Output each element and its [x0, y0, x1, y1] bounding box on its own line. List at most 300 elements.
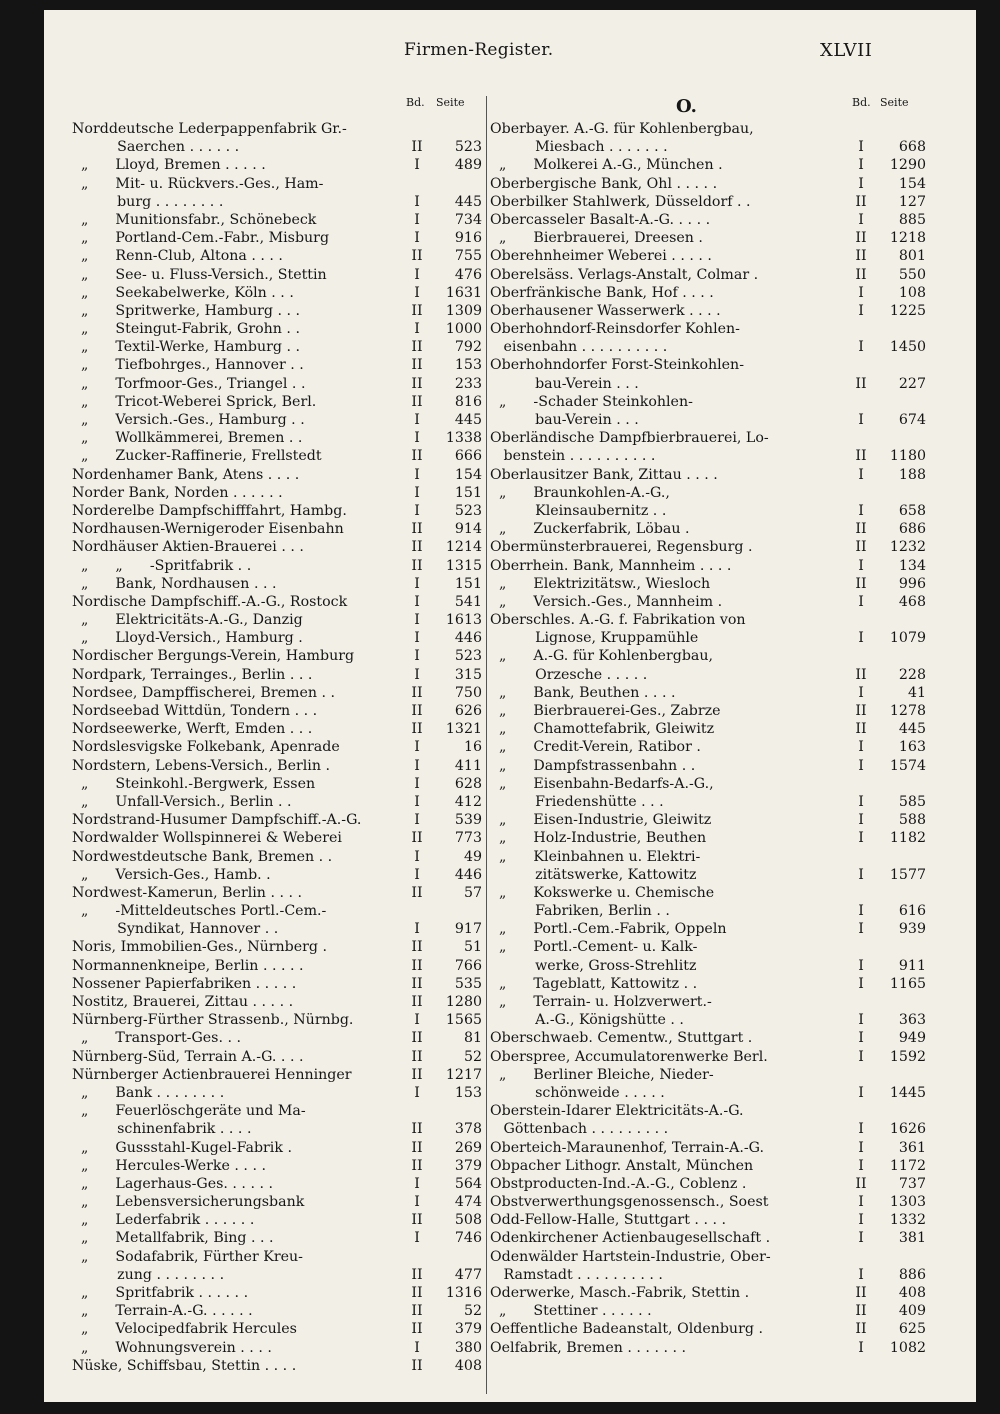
entry-page: 1332 — [889, 1212, 926, 1229]
entry-name: Nordhausen-Wernigeroder Eisenbahn — [72, 521, 344, 538]
register-entry — [490, 393, 934, 411]
register-entry — [72, 1029, 490, 1047]
register-entry — [72, 266, 490, 284]
entry-band: I — [858, 812, 864, 829]
entry-band: I — [414, 739, 420, 756]
entry-page: 233 — [454, 375, 482, 392]
register-entry — [72, 993, 490, 1011]
entry-name: Oberteich-Maraunenhof, Terrain-A.-G. — [490, 1139, 765, 1156]
register-entry — [72, 1011, 490, 1029]
entry-name: Nüske, Schiffsbau, Stettin . . . . — [72, 1357, 297, 1374]
entry-page: 564 — [454, 1175, 482, 1192]
register-entry — [72, 938, 490, 956]
entry-band: I — [414, 193, 420, 210]
entry-band: I — [858, 1084, 864, 1101]
entry-page: 408 — [898, 1285, 926, 1301]
entry-name: Oberschles. A.-G. f. Fabrikation von — [490, 612, 746, 629]
entry-page: 468 — [898, 593, 926, 610]
entry-name: „ Braunkohlen-A.-G., — [490, 484, 670, 501]
entry-name: Oberehnheimer Weberei . . . . . — [490, 248, 712, 265]
entry-page: 151 — [454, 575, 482, 592]
entry-name: „ Molkerei A.-G., München . — [490, 157, 723, 174]
entry-name: „ Metallfabrik, Bing . . . — [72, 1230, 274, 1247]
entry-name: eisenbahn . . . . . . . . . . — [490, 339, 668, 356]
entry-name: Odd-Fellow-Halle, Stuttgart . . . . — [490, 1212, 726, 1229]
register-entry — [72, 120, 490, 138]
register-entry — [490, 884, 934, 902]
entry-name: „ Torfmoor-Ges., Triangel . . — [72, 375, 306, 392]
register-entry — [490, 229, 934, 247]
register-entry — [490, 375, 934, 393]
register-entry — [72, 702, 490, 720]
register-entry — [72, 1284, 490, 1302]
entry-band: I — [858, 630, 864, 647]
entry-page: 163 — [898, 739, 926, 756]
register-entry — [490, 666, 934, 684]
entry-name: Nordstrand-Husumer Dampfschiff.-A.-G. — [72, 812, 362, 829]
register-entry — [490, 811, 934, 829]
entry-page: 816 — [454, 393, 482, 410]
register-entry — [72, 884, 490, 902]
register-entry — [490, 1084, 934, 1102]
entry-page: 474 — [454, 1194, 482, 1211]
register-entry — [490, 866, 934, 884]
entry-name: Oelfabrik, Bremen . . . . . . . — [490, 1339, 687, 1356]
entry-name: Oberschwaeb. Cementw., Stuttgart . — [490, 1030, 753, 1047]
entry-page: 750 — [454, 684, 482, 701]
entry-page: 1631 — [445, 284, 482, 301]
entry-page: 792 — [454, 339, 482, 356]
register-entry — [490, 1066, 934, 1084]
entry-name: „ Berliner Bleiche, Nieder- — [490, 1066, 714, 1083]
entry-band: II — [411, 957, 423, 974]
entry-name: „ Gussstahl-Kugel-Fabrik . — [72, 1139, 292, 1156]
entry-band: I — [858, 502, 864, 519]
entry-page: 1309 — [445, 302, 482, 319]
entry-page: 1574 — [889, 757, 926, 774]
entry-name: Oberlausitzer Bank, Zittau . . . . — [490, 466, 718, 483]
entry-name: bau-Verein . . . — [490, 412, 639, 428]
entry-page: 412 — [454, 793, 482, 810]
entry-band: II — [411, 1030, 423, 1047]
entry-page: 616 — [898, 903, 926, 920]
register-entry — [72, 738, 490, 756]
entry-band: II — [411, 939, 423, 956]
entry-name: Miesbach . . . . . . . — [490, 139, 668, 156]
register-entry — [490, 1139, 934, 1157]
register-entry — [490, 1302, 934, 1320]
entry-page: 668 — [898, 139, 926, 156]
register-entry — [72, 302, 490, 320]
entry-band: II — [411, 1321, 423, 1338]
entry-band: II — [411, 684, 423, 701]
entry-page: 411 — [454, 757, 482, 774]
entry-band: II — [411, 721, 423, 738]
entry-band: II — [855, 375, 867, 392]
entry-name: Obermünsterbrauerei, Regensburg . — [490, 539, 753, 556]
entry-band: I — [414, 284, 420, 301]
entry-name: Friedenshütte . . . — [490, 793, 664, 810]
entry-band: II — [855, 266, 867, 283]
entry-name: „ Kleinbahnen u. Elektri- — [490, 848, 701, 865]
entry-band: I — [414, 1012, 420, 1029]
entry-name: A.-G., Königshütte . . — [490, 1012, 684, 1029]
entry-page: 52 — [463, 1303, 482, 1320]
entry-name: „ Versich.-Ges., Mannheim . — [490, 593, 723, 610]
register-entry — [490, 1248, 934, 1266]
entry-page: 658 — [898, 502, 926, 519]
entry-name: Nordslesvigske Folkebank, Apenrade — [72, 739, 340, 756]
register-entry — [490, 211, 934, 229]
register-entry — [72, 1084, 490, 1102]
register-entry — [490, 957, 934, 975]
entry-page: 379 — [454, 1321, 482, 1338]
entry-page: 917 — [454, 921, 482, 938]
entry-page: 228 — [898, 666, 926, 683]
entry-name: „ Tiefbohrges., Hannover . . — [72, 357, 304, 374]
entry-name: Oberspree, Accumulatorenwerke Berl. — [490, 1048, 768, 1065]
entry-name: „ Lebensversicherungsbank — [72, 1194, 305, 1211]
page-number: XLVII — [820, 40, 873, 61]
entry-page: 1613 — [445, 612, 482, 629]
entry-band: II — [855, 1303, 867, 1320]
entry-name: Saerchen . . . . . . — [72, 139, 240, 156]
left-column-header — [72, 94, 490, 120]
entry-name: Kleinsaubernitz . . — [490, 502, 667, 519]
entry-band: II — [855, 448, 867, 465]
register-entry — [490, 720, 934, 738]
register-entry — [72, 247, 490, 265]
entry-band: I — [414, 1175, 420, 1192]
entry-page: 446 — [454, 630, 482, 647]
entry-band: II — [411, 539, 423, 556]
entry-name: burg . . . . . . . . — [72, 193, 224, 210]
entry-band: I — [414, 612, 420, 629]
register-entry — [490, 466, 934, 484]
register-entry — [72, 866, 490, 884]
entry-page: 445 — [898, 721, 926, 738]
entry-name: „ Elektricitäts-A.-G., Danzig — [72, 612, 303, 629]
entry-page: 523 — [454, 139, 482, 156]
entry-page: 885 — [898, 211, 926, 228]
entry-band: I — [414, 630, 420, 647]
entry-band: I — [414, 757, 420, 774]
entry-name: Ramstadt . . . . . . . . . . — [490, 1266, 663, 1283]
entry-page: 127 — [898, 193, 926, 210]
entry-page: 476 — [454, 266, 482, 283]
entry-band: II — [411, 557, 423, 574]
entry-page: 315 — [454, 666, 482, 683]
entry-name: „ Textil-Werke, Hamburg . . — [72, 339, 301, 356]
register-entry — [490, 120, 934, 138]
entry-name: „ Spritfabrik . . . . . . — [72, 1285, 249, 1301]
entry-band: I — [414, 593, 420, 610]
register-entry — [72, 1339, 490, 1357]
entry-page: 1079 — [889, 630, 926, 647]
entry-name: „ Feuerlöschgeräte und Ma- — [72, 1103, 306, 1120]
entry-name: „ Bierbrauerei-Ges., Zabrze — [490, 703, 721, 719]
entry-band: I — [414, 921, 420, 938]
entry-name: Nürnberg-Süd, Terrain A.-G. . . . — [72, 1048, 304, 1065]
register-entry — [72, 466, 490, 484]
entry-band: I — [858, 1139, 864, 1156]
register-entry — [72, 575, 490, 593]
entry-band: I — [858, 903, 864, 920]
entry-page: 1316 — [445, 1285, 482, 1301]
entry-band: I — [858, 957, 864, 974]
entry-band: I — [414, 157, 420, 174]
entry-band: II — [411, 1157, 423, 1174]
register-entry — [72, 320, 490, 338]
entry-page: 1278 — [889, 703, 926, 719]
entry-name: benstein . . . . . . . . . . — [490, 448, 656, 465]
entry-page: 1172 — [889, 1157, 926, 1174]
entry-band: I — [414, 211, 420, 228]
register-entry — [72, 666, 490, 684]
entry-band: I — [858, 339, 864, 356]
entry-name: Nossener Papierfabriken . . . . . — [72, 975, 297, 992]
entry-band: II — [855, 703, 867, 719]
entry-band: II — [411, 393, 423, 410]
entry-page: 523 — [454, 502, 482, 519]
register-entry — [72, 138, 490, 156]
register-entry — [72, 411, 490, 429]
entry-band: I — [414, 502, 420, 519]
entry-name: „ Bank, Beuthen . . . . — [490, 684, 676, 701]
entry-band: I — [858, 211, 864, 228]
register-entry — [72, 193, 490, 211]
entry-name: Oberhohndorf-Reinsdorfer Kohlen- — [490, 321, 740, 338]
entry-band: I — [858, 1266, 864, 1283]
entry-page: 625 — [898, 1321, 926, 1338]
entry-name: „ Velocipedfabrik Hercules — [72, 1321, 297, 1338]
entry-name: Nordseebad Wittdün, Tondern . . . — [72, 703, 318, 719]
register-entry — [490, 1320, 934, 1338]
entry-page: 381 — [898, 1230, 926, 1247]
register-entry — [72, 975, 490, 993]
register-entry — [490, 1229, 934, 1247]
register-entry — [490, 629, 934, 647]
left-entry-list — [72, 120, 490, 1375]
entry-band: II — [411, 975, 423, 992]
entry-band: II — [411, 1266, 423, 1283]
entry-band: I — [414, 866, 420, 883]
entry-page: 269 — [454, 1139, 482, 1156]
entry-page: 52 — [463, 1048, 482, 1065]
entry-band: I — [858, 757, 864, 774]
register-entry — [490, 1266, 934, 1284]
entry-band: I — [858, 1230, 864, 1247]
entry-name: „ Wollkämmerei, Bremen . . — [72, 430, 303, 447]
entry-page: 737 — [898, 1175, 926, 1192]
entry-name: „ Unfall-Versich., Berlin . . — [72, 793, 292, 810]
register-entry — [490, 757, 934, 775]
entry-band: I — [858, 793, 864, 810]
entry-page: 16 — [463, 739, 482, 756]
entry-name: „ A.-G. für Kohlenbergbau, — [490, 648, 714, 665]
entry-band: II — [411, 139, 423, 156]
entry-name: „ Lagerhaus-Ges. . . . . . — [72, 1175, 273, 1192]
register-entry — [490, 1284, 934, 1302]
entry-name: Oberhausener Wasserwerk . . . . — [490, 302, 721, 319]
page-label: Seite — [880, 96, 909, 109]
entry-name: „ Chamottefabrik, Gleiwitz — [490, 721, 715, 738]
register-entry — [72, 175, 490, 193]
register-entry — [490, 429, 934, 447]
entry-band: I — [858, 466, 864, 483]
entry-band: II — [855, 230, 867, 247]
entry-name: Obpacher Lithogr. Anstalt, München — [490, 1157, 754, 1174]
entry-page: 1082 — [889, 1339, 926, 1356]
entry-name: „ See- u. Fluss-Versich., Stettin — [72, 266, 327, 283]
section-letter: O. — [676, 96, 697, 117]
entry-name: zung . . . . . . . . — [72, 1266, 225, 1283]
entry-name: Oderwerke, Masch.-Fabrik, Stettin . — [490, 1285, 750, 1301]
register-entry — [490, 538, 934, 556]
entry-page: 1565 — [445, 1012, 482, 1029]
register-entry — [72, 1266, 490, 1284]
entry-page: 361 — [898, 1139, 926, 1156]
entry-page: 674 — [898, 412, 926, 428]
entry-page: 1000 — [445, 321, 482, 338]
register-entry — [490, 284, 934, 302]
entry-band: I — [414, 230, 420, 247]
entry-name: Norder Bank, Norden . . . . . . — [72, 484, 283, 501]
band-label: Bd. — [852, 96, 871, 109]
entry-name: Nostitz, Brauerei, Zittau . . . . . — [72, 994, 294, 1010]
entry-name: „ Versich.-Ges., Hamburg . . — [72, 412, 305, 428]
register-entry — [490, 557, 934, 575]
entry-page: 409 — [898, 1303, 926, 1320]
register-entry — [72, 757, 490, 775]
entry-band: II — [411, 1303, 423, 1320]
register-entry — [490, 575, 934, 593]
register-entry — [490, 138, 934, 156]
entry-page: 539 — [454, 812, 482, 829]
register-entry — [490, 411, 934, 429]
entry-band: I — [858, 284, 864, 301]
entry-band: I — [858, 593, 864, 610]
entry-page: 489 — [454, 157, 482, 174]
entry-page: 939 — [898, 921, 926, 938]
entry-name: Nordpark, Terrainges., Berlin . . . — [72, 666, 313, 683]
register-entry — [490, 938, 934, 956]
register-entry — [72, 720, 490, 738]
entry-band: I — [858, 157, 864, 174]
register-entry — [72, 229, 490, 247]
entry-page: 408 — [454, 1357, 482, 1374]
entry-page: 188 — [898, 466, 926, 483]
entry-name: „ Tricot-Weberei Sprick, Berl. — [72, 393, 317, 410]
entry-name: Oberrhein. Bank, Mannheim . . . . — [490, 557, 732, 574]
entry-band: II — [855, 721, 867, 738]
entry-name: „ Eisen-Industrie, Gleiwitz — [490, 812, 712, 829]
entry-name: Nordseewerke, Werft, Emden . . . — [72, 721, 313, 738]
entry-page: 380 — [454, 1339, 482, 1356]
entry-page: 1290 — [889, 157, 926, 174]
register-entry — [490, 1193, 934, 1211]
entry-band: II — [411, 1066, 423, 1083]
entry-page: 151 — [454, 484, 482, 501]
register-entry — [72, 393, 490, 411]
entry-page: 1592 — [889, 1048, 926, 1065]
register-entry — [490, 1102, 934, 1120]
register-entry — [490, 302, 934, 320]
register-entry — [72, 1120, 490, 1138]
entry-page: 1338 — [445, 430, 482, 447]
register-entry — [72, 811, 490, 829]
entry-band: II — [411, 830, 423, 847]
register-entry — [72, 1157, 490, 1175]
entry-page: 541 — [454, 593, 482, 610]
entry-band: I — [414, 266, 420, 283]
entry-band: II — [411, 1048, 423, 1065]
entry-band: II — [411, 703, 423, 719]
entry-band: I — [414, 466, 420, 483]
register-entry — [72, 211, 490, 229]
entry-band: II — [411, 357, 423, 374]
entry-page: 153 — [454, 1084, 482, 1101]
entry-band: I — [858, 139, 864, 156]
entry-page: 445 — [454, 193, 482, 210]
register-entry — [490, 175, 934, 193]
entry-name: Nordenhamer Bank, Atens . . . . — [72, 466, 300, 483]
entry-band: II — [855, 539, 867, 556]
entry-name: „ Terrain-A.-G. . . . . . — [72, 1303, 253, 1320]
register-entry — [490, 502, 934, 520]
entry-page: 1315 — [445, 557, 482, 574]
entry-page: 1303 — [889, 1194, 926, 1211]
entry-name: Obercasseler Basalt-A.-G. . . . . — [490, 211, 711, 228]
entry-band: II — [855, 1285, 867, 1301]
entry-band: I — [414, 1230, 420, 1247]
entry-name: Oberbergische Bank, Ohl . . . . . — [490, 175, 718, 192]
entry-name: Oberbayer. A.-G. für Kohlenbergbau, — [490, 121, 754, 137]
entry-page: 886 — [898, 1266, 926, 1283]
entry-band: I — [858, 921, 864, 938]
entry-band: I — [858, 1157, 864, 1174]
register-entry — [72, 629, 490, 647]
entry-name: Nordsee, Dampffischerei, Bremen . . — [72, 684, 336, 701]
entry-page: 911 — [898, 957, 926, 974]
entry-name: werke, Gross-Strehlitz — [490, 957, 697, 974]
register-entry — [72, 484, 490, 502]
entry-page: 41 — [907, 684, 926, 701]
register-entry — [490, 1048, 934, 1066]
entry-name: Nordhäuser Aktien-Brauerei . . . — [72, 539, 304, 556]
entry-name: „ Zuckerfabrik, Löbau . — [490, 521, 690, 538]
register-entry — [72, 557, 490, 575]
entry-name: „ Sodafabrik, Fürther Kreu- — [72, 1248, 303, 1265]
entry-name: „ Steingut-Fabrik, Grohn . . — [72, 321, 300, 338]
register-entry — [490, 156, 934, 174]
register-entry — [72, 284, 490, 302]
entry-name: „ Wohnungsverein . . . . — [72, 1339, 272, 1356]
entry-band: II — [411, 1212, 423, 1229]
entry-band: I — [414, 575, 420, 592]
entry-page: 746 — [454, 1230, 482, 1247]
entry-page: 477 — [454, 1266, 482, 1283]
entry-name: „ Bank, Nordhausen . . . — [72, 575, 277, 592]
register-entry — [72, 829, 490, 847]
entry-name: Oberhohndorfer Forst-Steinkohlen- — [490, 357, 744, 374]
register-entry — [490, 902, 934, 920]
entry-page: 916 — [454, 230, 482, 247]
entry-page: 134 — [898, 557, 926, 574]
entry-name: „ Kokswerke u. Chemische — [490, 884, 715, 901]
entry-page: 1321 — [445, 721, 482, 738]
entry-name: zitätswerke, Kattowitz — [490, 866, 697, 883]
